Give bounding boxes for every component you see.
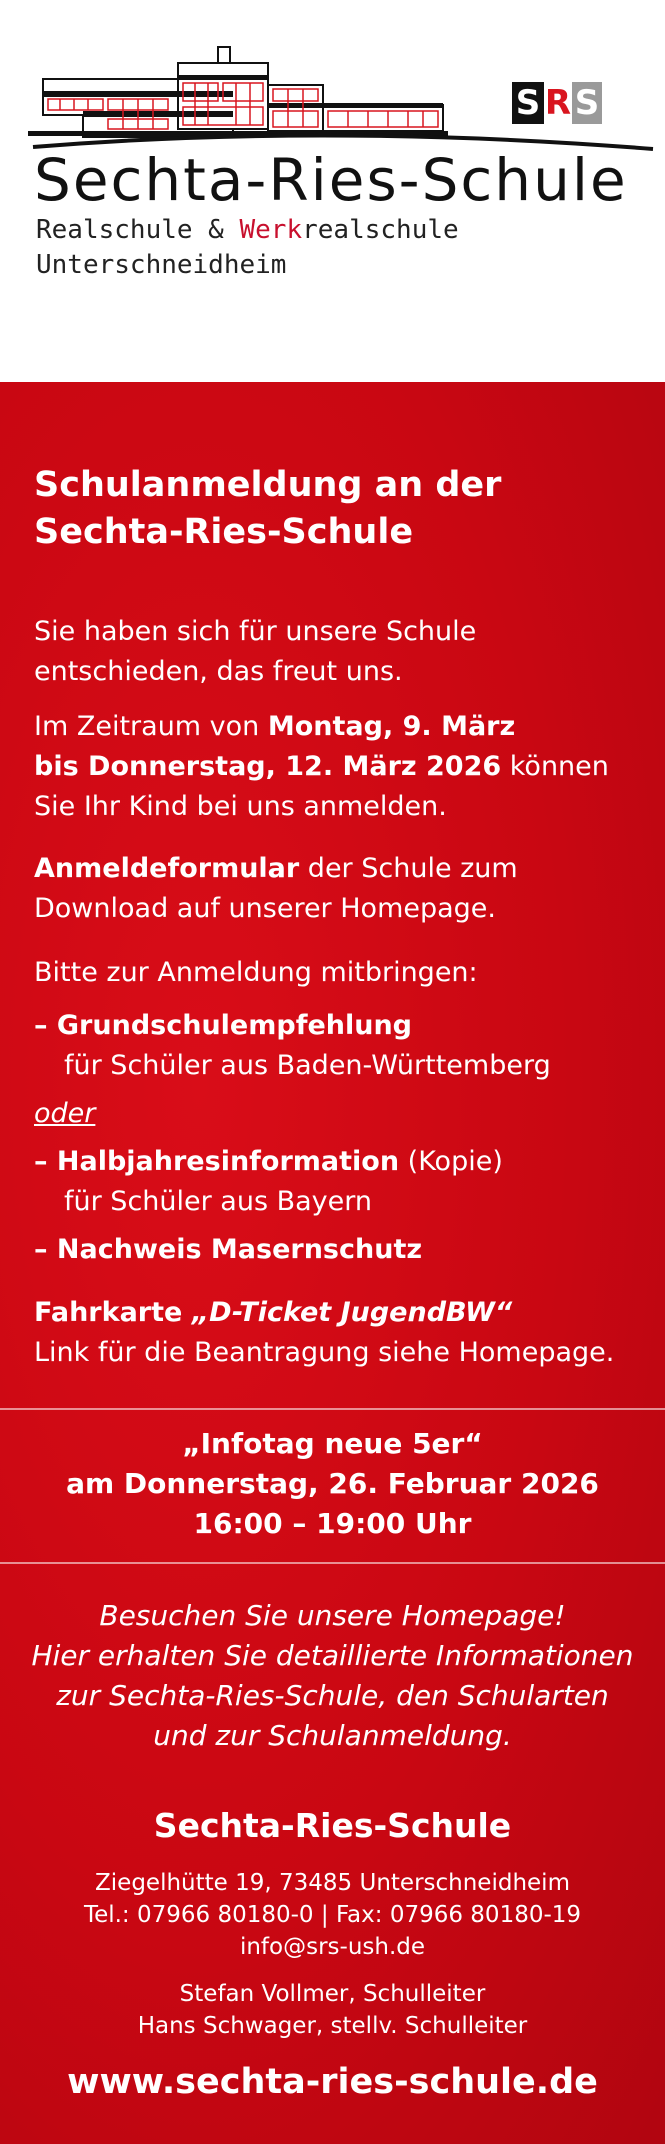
oder-label: oder	[34, 1098, 96, 1129]
school-title: Sechta-Ries-Schule	[34, 146, 628, 214]
school-location: Unterschneidheim	[36, 250, 287, 280]
staff-list	[0, 1978, 665, 2042]
address: Ziegelhütte 19, 73485 Unterschneidheim	[95, 1870, 570, 1896]
badge-letter-s: S	[512, 82, 544, 124]
bring-intro: Bitte zur Anmeldung mitbringen:	[34, 957, 478, 988]
item-masernschutz: – Nachweis Masernschutz	[34, 1234, 423, 1265]
contact-title: Sechta-Ries-Schule	[153, 1806, 512, 1845]
phone-fax: Tel.: 07966 80180-0 | Fax: 07966 80180-19	[83, 1902, 582, 1928]
badge-letter-r: R	[544, 83, 572, 123]
header	[0, 0, 665, 382]
srs-badge	[512, 82, 602, 124]
werk-highlight: Werk	[239, 215, 303, 245]
divider-top	[0, 1408, 665, 1410]
school-types: Realschule & Werkrealschule	[36, 215, 459, 245]
email-link[interactable]: info@srs-ush.de	[239, 1934, 426, 1960]
intro-text: Sie haben sich für unsere Schule entschieden, das freut uns.	[34, 616, 477, 687]
badge-letter-s2: S	[572, 82, 602, 124]
homepage-invitation: Besuchen Sie unsere Homepage! Hier erhalten Sie detaillierte Informationen zur Sechta-Ries-Schule, den Schularten und zur Schulanmeldung.	[31, 1599, 634, 1752]
divider-bottom	[0, 1562, 665, 1564]
school-subtitle	[36, 213, 459, 283]
deputy-principal: Hans Schwager, stellv. Schulleiter	[137, 2013, 528, 2039]
item-grundschulempfehlung: – Grundschulempfehlung für Schüler aus Baden-Württemberg	[34, 1010, 551, 1081]
registration-period: Im Zeitraum von Montag, 9. März bis Donnerstag, 12. März 2026 können Sie Ihr Kind bei uns anmelden.	[34, 711, 609, 822]
infotag-block: „Infotag neue 5er“ am Donnerstag, 26. Februar 2026 16:00 – 19:00 Uhr	[66, 1427, 599, 1540]
contact-details	[0, 1867, 665, 1963]
ticket-note: Fahrkarte „D-Ticket JugendBW“ Link für die Beantragung siehe Homepage.	[34, 1297, 615, 1368]
item-halbjahresinformation: – Halbjahresinformation (Kopie) für Schüler aus Bayern	[34, 1146, 503, 1217]
form-download-note: Anmeldeformular der Schule zum Download auf unserer Homepage.	[34, 853, 518, 924]
panel-heading: Schulanmeldung an der Sechta-Ries-Schule	[34, 465, 502, 552]
principal: Stefan Vollmer, Schulleiter	[179, 1981, 486, 2007]
website-link[interactable]: www.sechta-ries-schule.de	[67, 2062, 598, 2102]
